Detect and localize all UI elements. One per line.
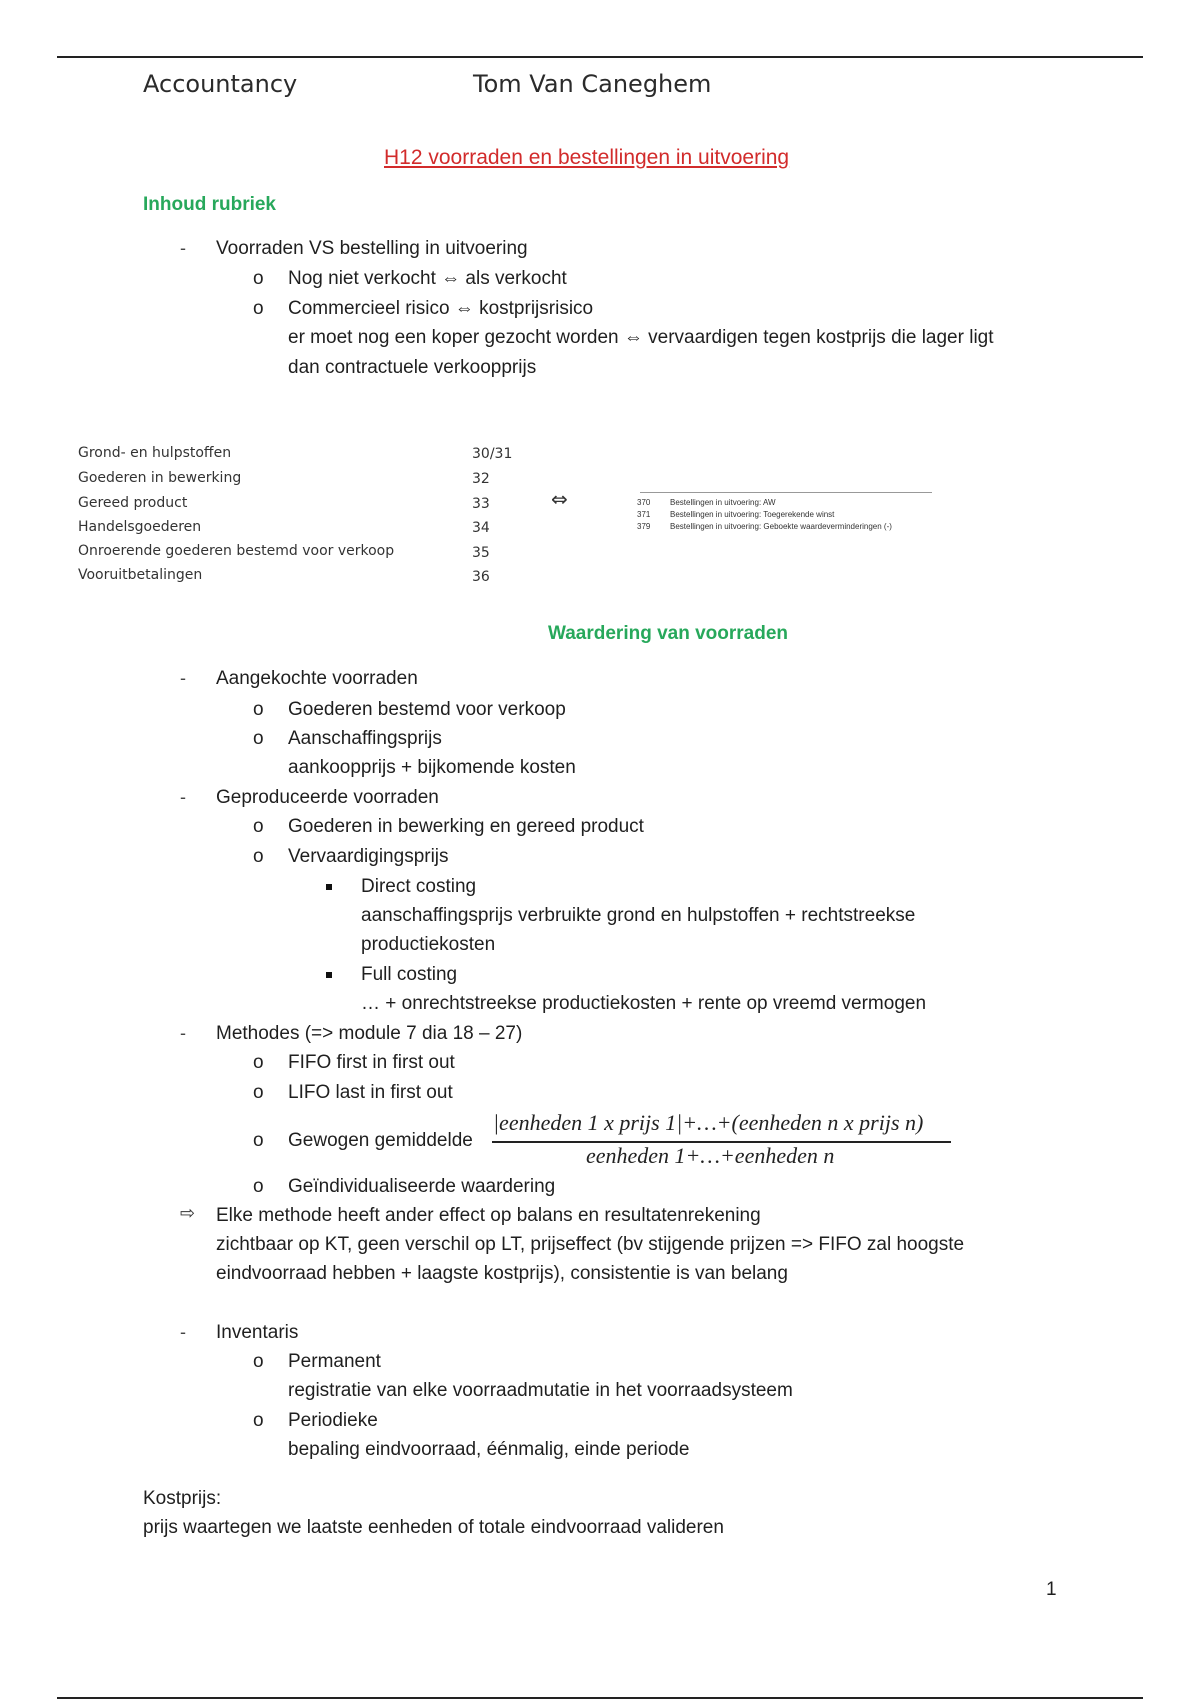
circle-bullet: o: [253, 699, 264, 720]
list-item: Aangekochte voorraden: [216, 668, 418, 689]
header-subject: Accountancy: [143, 70, 298, 98]
snippet-label: Bestellingen in uitvoering: Toegerekende winst: [670, 510, 835, 519]
table-row-code: 35: [472, 545, 490, 561]
kostprijs-label: Kostprijs:: [143, 1488, 222, 1509]
snippet-code: 371: [637, 510, 651, 519]
circle-bullet: o: [253, 816, 264, 837]
page-number: 1: [1046, 1579, 1057, 1600]
circle-bullet: o: [253, 1410, 264, 1431]
section-heading-waardering: Waardering van voorraden: [548, 623, 789, 644]
circle-bullet: o: [253, 1351, 264, 1372]
list-subsubitem: Full costing: [361, 964, 458, 985]
table-row-code: 34: [472, 520, 490, 536]
list-note: bepaling eindvoorraad, éénmalig, einde periode: [288, 1439, 690, 1460]
list-subitem: Permanent: [288, 1351, 381, 1372]
conclusion-text: Elke methode heeft ander effect op balans en resultatenrekening: [216, 1205, 761, 1226]
list-item: Voorraden VS bestelling in uitvoering: [216, 238, 528, 259]
list-note: zichtbaar op KT, geen verschil op LT, prijseffect (bv stijgende prijzen => FIFO zal hoogste: [216, 1234, 965, 1255]
list-subitem: Nog niet verkocht ⇔ als verkocht: [288, 268, 567, 289]
table-row-code: 36: [472, 569, 490, 585]
table-row-code: 32: [472, 471, 490, 487]
circle-bullet: o: [253, 268, 264, 289]
table-row-label: Grond- en hulpstoffen: [78, 445, 232, 461]
circle-bullet: o: [253, 1130, 264, 1151]
header-author: Tom Van Caneghem: [473, 70, 712, 98]
table-row-code: 30/31: [472, 446, 513, 462]
list-subitem: Geïndividualiseerde waardering: [288, 1176, 556, 1197]
list-note: er moet nog een koper gezocht worden ⇔ vervaardigen tegen kostprijs die lager ligt: [288, 327, 994, 348]
snippet-label: Bestellingen in uitvoering: AW: [670, 498, 776, 507]
snippet-code: 379: [637, 522, 651, 531]
table-row-label: Handelsgoederen: [78, 519, 202, 535]
table-row-label: Gereed product: [78, 495, 188, 511]
page-title: H12 voorraden en bestellingen in uitvoering: [384, 146, 790, 169]
list-note: aankoopprijs + bijkomende kosten: [288, 757, 576, 778]
list-item: Inventaris: [216, 1322, 299, 1343]
square-bullet: [326, 972, 332, 978]
circle-bullet: o: [253, 846, 264, 867]
circle-bullet: o: [253, 1082, 264, 1103]
formula-numerator: |eenheden 1 x prijs 1|+…+(eenheden n x prijs n): [493, 1110, 924, 1135]
table-row-code: 33: [472, 496, 490, 512]
snippet-top-line: [640, 492, 932, 493]
equivalence-arrow: ⇔: [551, 487, 568, 511]
section-heading-inhoud: Inhoud rubriek: [143, 194, 276, 215]
arrow-bullet-icon: ⇨: [180, 1203, 196, 1224]
list-subitem: Periodieke: [288, 1410, 378, 1431]
list-subitem: Goederen in bewerking en gereed product: [288, 816, 644, 837]
bottom-rule: [57, 1697, 1143, 1699]
top-rule: [57, 56, 1143, 58]
dash-bullet: -: [180, 668, 186, 688]
list-subitem: Vervaardigingsprijs: [288, 846, 449, 867]
list-subitem: Gewogen gemiddelde: [288, 1130, 473, 1151]
circle-bullet: o: [253, 298, 264, 319]
table-row-label: Goederen in bewerking: [78, 470, 242, 486]
list-subitem: Commercieel risico ⇔ kostprijsrisico: [288, 298, 594, 319]
list-item: Methodes (=> module 7 dia 18 – 27): [216, 1023, 523, 1044]
circle-bullet: o: [253, 1052, 264, 1073]
snippet-label: Bestellingen in uitvoering: Geboekte waardeverminderingen (-): [670, 522, 892, 531]
list-note: dan contractuele verkoopprijs: [288, 357, 537, 378]
kostprijs-note: prijs waartegen we laatste eenheden of totale eindvoorraad valideren: [143, 1517, 724, 1538]
dash-bullet: -: [180, 238, 186, 258]
snippet-code: 370: [637, 498, 651, 507]
list-note: … + onrechtstreekse productiekosten + rente op vreemd vermogen: [361, 993, 927, 1014]
list-subitem: Goederen bestemd voor verkoop: [288, 699, 566, 720]
list-note: productiekosten: [361, 934, 496, 955]
list-item: Geproduceerde voorraden: [216, 787, 439, 808]
dash-bullet: -: [180, 787, 186, 807]
list-subsubitem: Direct costing: [361, 876, 477, 897]
dash-bullet: -: [180, 1322, 186, 1342]
list-note: eindvoorraad hebben + laagste kostprijs), consistentie is van belang: [216, 1263, 788, 1284]
list-subitem: Aanschaffingsprijs: [288, 728, 442, 749]
circle-bullet: o: [253, 1176, 264, 1197]
list-note: aanschaffingsprijs verbruikte grond en hulpstoffen + rechtstreekse: [361, 905, 916, 926]
list-subitem: LIFO last in first out: [288, 1082, 453, 1103]
circle-bullet: o: [253, 728, 264, 749]
formula-denominator: eenheden 1+…+eenheden n: [586, 1143, 835, 1168]
table-row-label: Onroerende goederen bestemd voor verkoop: [78, 543, 395, 559]
table-row-label: Vooruitbetalingen: [78, 567, 203, 583]
dash-bullet: -: [180, 1023, 186, 1043]
list-subitem: FIFO first in first out: [288, 1052, 455, 1073]
list-note: registratie van elke voorraadmutatie in het voorraadsysteem: [288, 1380, 793, 1401]
square-bullet: [326, 884, 332, 890]
